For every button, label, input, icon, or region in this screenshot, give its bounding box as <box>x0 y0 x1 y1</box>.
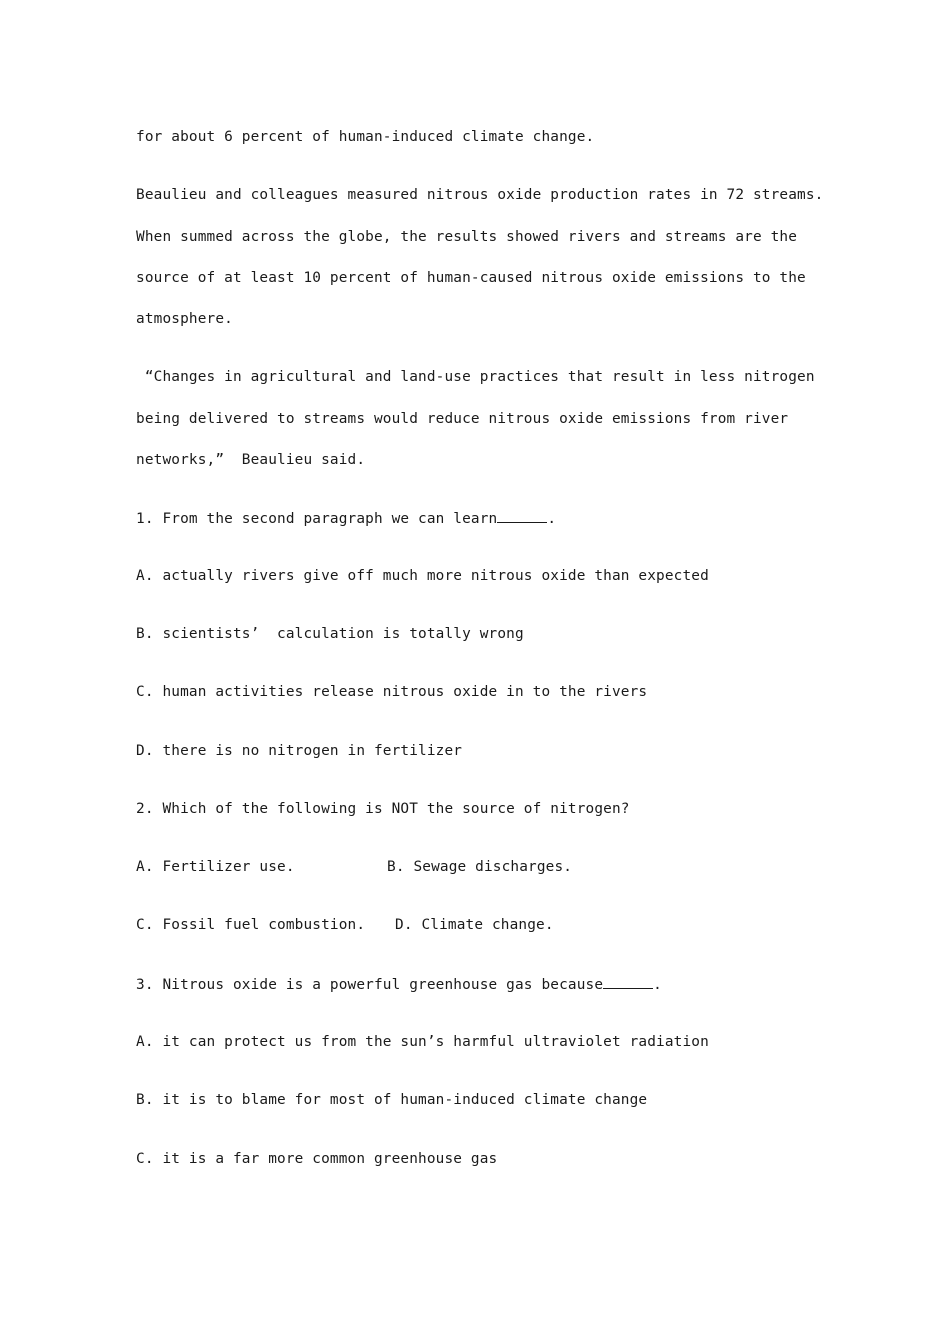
passage-paragraph-2-line-1: Beaulieu and colleagues measured nitrous oxide production rates in 72 streams. <box>136 187 824 203</box>
question-3-option-b: B. it is to blame for most of human-induced climate change <box>136 1092 648 1108</box>
question-2-option-a: A. Fertilizer use. <box>136 859 295 875</box>
passage-paragraph-2-line-4: atmosphere. <box>136 311 233 327</box>
question-2-option-c: C. Fossil fuel combustion. <box>136 917 366 933</box>
passage-paragraph-3-line-1: “Changes in agricultural and land-use practices that result in less nitrogen <box>136 369 815 385</box>
question-3-period: . <box>653 977 662 993</box>
passage-paragraph-2-line-3: source of at least 10 percent of human-caused nitrous oxide emissions to the <box>136 270 806 286</box>
question-3-text: 3. Nitrous oxide is a powerful greenhouse gas because <box>136 977 604 993</box>
answer-blank <box>603 974 653 989</box>
answer-blank <box>497 508 547 523</box>
question-1-period: . <box>547 511 557 527</box>
question-1-option-b: B. scientists’ calculation is totally wrong <box>136 626 524 642</box>
question-2-options-row-1 <box>136 857 836 877</box>
question-3-option-a: A. it can protect us from the sun’s harmful ultraviolet radiation <box>136 1034 709 1050</box>
question-2-option-b: B. Sewage discharges. <box>387 859 573 875</box>
passage-paragraph-3-line-3: networks,” Beaulieu said. <box>136 452 366 468</box>
question-2-options-row-2 <box>136 915 836 935</box>
passage-paragraph-1-line: for about 6 percent of human-induced climate change. <box>136 129 595 145</box>
question-1-stem <box>136 508 556 529</box>
question-1-text: 1. From the second paragraph we can learn <box>136 511 498 527</box>
question-3-option-c: C. it is a far more common greenhouse gas <box>136 1151 498 1167</box>
question-2-stem: 2. Which of the following is NOT the source of nitrogen? <box>136 801 630 817</box>
question-1-option-d: D. there is no nitrogen in fertilizer <box>136 743 463 759</box>
question-1-option-c: C. human activities release nitrous oxide in to the rivers <box>136 684 648 700</box>
passage-paragraph-2-line-2: When summed across the globe, the results showed rivers and streams are the <box>136 229 798 245</box>
question-2-option-d: D. Climate change. <box>395 917 554 933</box>
question-3-stem <box>136 974 662 995</box>
question-1-option-a: A. actually rivers give off much more nitrous oxide than expected <box>136 568 709 584</box>
passage-paragraph-3-line-2: being delivered to streams would reduce nitrous oxide emissions from river <box>136 411 789 427</box>
